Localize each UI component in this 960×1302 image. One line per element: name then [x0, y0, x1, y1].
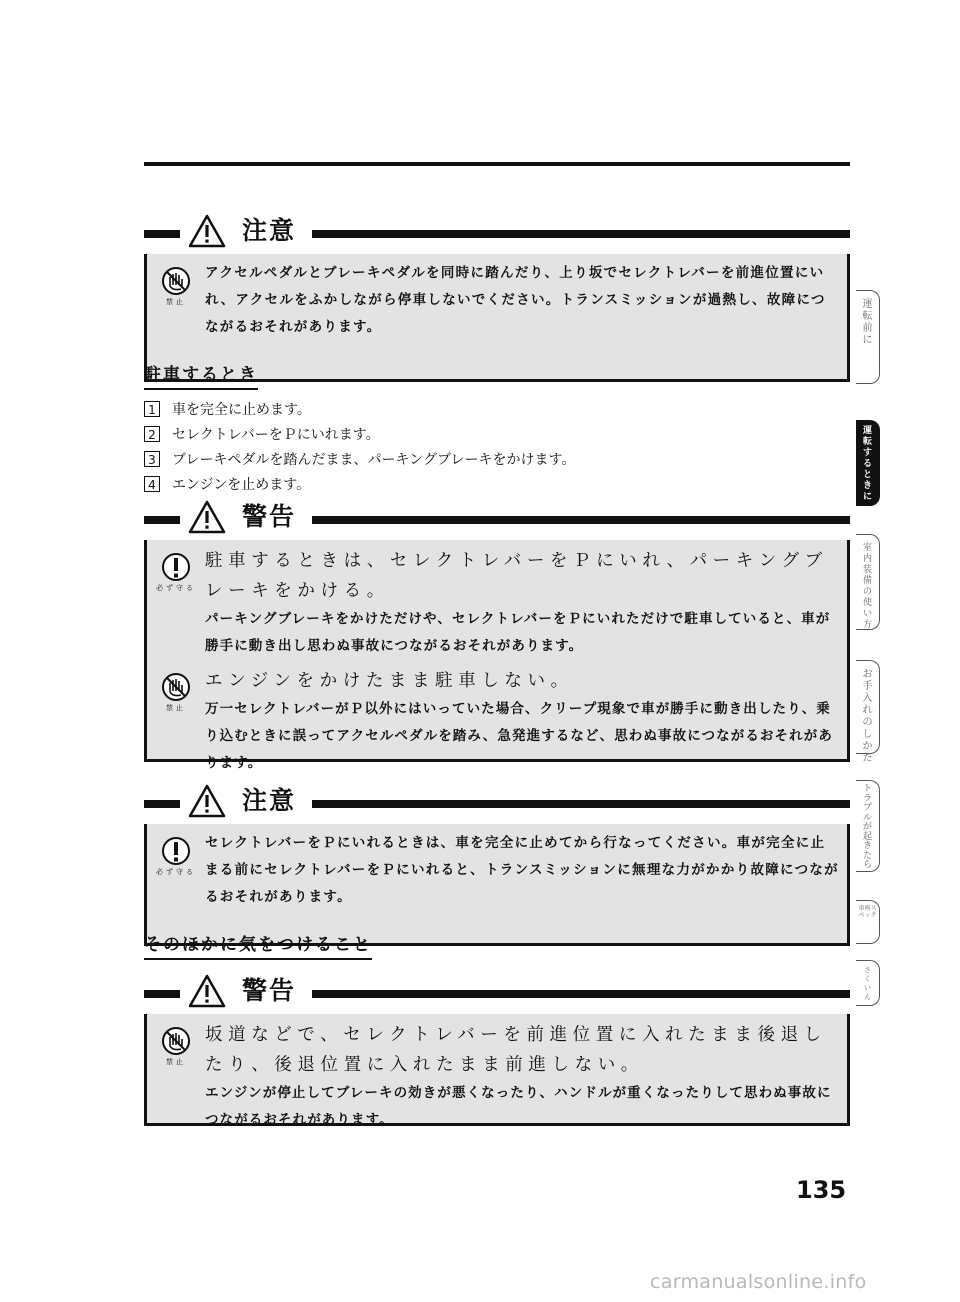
- top-rule: [144, 162, 850, 166]
- caution-header: [144, 214, 850, 254]
- icon-label: 必ず守る: [156, 584, 196, 592]
- warning-box-1: [144, 500, 850, 771]
- prohibited-hand-icon: [161, 1026, 191, 1056]
- prohibited-hand-icon: [161, 672, 191, 702]
- icon-label: 禁止: [166, 704, 186, 712]
- warning-triangle-icon: [188, 214, 226, 248]
- caution-box-2: [144, 784, 850, 946]
- tab-troubleshooting[interactable]: トラブルが起きたら: [856, 780, 880, 872]
- icon-label: 必ず守る: [156, 868, 196, 876]
- icon-label: 禁止: [166, 1058, 186, 1066]
- tab-maintenance[interactable]: お手入れのしかた: [856, 660, 880, 754]
- warning-entry: [147, 666, 839, 777]
- caution-entry: [147, 260, 839, 341]
- warning-title: 警告: [242, 502, 297, 531]
- tab-vehicle-specs[interactable]: 車両スペック: [856, 900, 880, 944]
- warning-lead: 駐車するときは、セレクトレバーをＰにいれ、パーキングブレーキをかける。: [205, 551, 828, 601]
- warning-header: [144, 974, 850, 1014]
- list-item: 2 セレクトレバーをＰにいれます。: [144, 421, 575, 446]
- warning-detail: エンジンが停止してブレーキの効きが悪くなったり、ハンドルが重くなったりして思わぬ事故につながるおそれがあります。: [205, 1085, 832, 1128]
- caution-title: 注意: [242, 216, 297, 245]
- warning-lead: 坂道などで、セレクトレバーを前進位置に入れたまま後退したり、後退位置に入れたまま前進しない。: [205, 1025, 827, 1075]
- section-heading-other: そのほかに気をつけること: [144, 930, 372, 960]
- tab-while-driving[interactable]: 運転するときに: [856, 420, 880, 506]
- icon-label: 禁止: [166, 298, 186, 306]
- warning-detail: 万一セレクトレバーがＰ以外にはいっていた場合、クリープ現象で車が勝手に動き出したり、乗り込むときに誤ってアクセルペダルを踏み、急発進するなど、思わぬ事故につながるおそれがあります。: [205, 701, 833, 771]
- caution-entry: [147, 830, 839, 911]
- list-item: 4 エンジンを止めます。: [144, 471, 575, 496]
- tab-before-driving[interactable]: 運転前に: [856, 290, 880, 384]
- caution-text: アクセルペダルとブレーキペダルを同時に踏んだり、上り坂でセレクトレバーを前進位置にいれ、アクセルをふかしながら停車しないでください。トランスミッションが過熱し、故障につながるおそれがあります。: [205, 265, 826, 335]
- caution-body: [144, 824, 850, 946]
- caution-header: [144, 784, 850, 824]
- caution-text: セレクトレバーをＰにいれるときは、車を完全に止めてから行なってください。車が完全に止まる前にセレクトレバーをＰにいれると、トランスミッションに無理な力がかかり故障につながるおそれがあります。: [205, 835, 839, 905]
- warning-entry: [147, 1020, 839, 1134]
- warning-title: 警告: [242, 976, 297, 1005]
- section-heading-parking: 駐車するとき: [144, 360, 258, 390]
- warning-box-2: [144, 974, 850, 1126]
- list-item: 3 ブレーキペダルを踏んだまま、パーキングブレーキをかけます。: [144, 446, 575, 471]
- tab-interior-equipment[interactable]: 室内装備の使い方: [856, 534, 880, 630]
- warning-body: [144, 1014, 850, 1126]
- watermark: carmanualsonline.info: [650, 1271, 867, 1293]
- parking-steps: [144, 396, 575, 496]
- caution-box-1: [144, 214, 850, 382]
- warning-lead: エンジンをかけたまま駐車しない。: [205, 671, 574, 691]
- warning-body: [144, 540, 850, 771]
- prohibited-hand-icon: [161, 266, 191, 296]
- page-number: 135: [796, 1176, 847, 1204]
- tab-index[interactable]: さくいん: [856, 960, 880, 1006]
- warning-detail: パーキングブレーキをかけただけや、セレクトレバーをＰにいれただけで駐車していると、車が勝手に動き出し思わぬ事故につながるおそれがあります。: [205, 611, 831, 654]
- warning-header: [144, 500, 850, 540]
- warning-triangle-icon: [188, 784, 226, 818]
- mandatory-exclamation-icon: [161, 836, 191, 866]
- caution-title: 注意: [242, 786, 297, 815]
- warning-triangle-icon: [188, 974, 226, 1008]
- warning-triangle-icon: [188, 500, 226, 534]
- warning-entry: [147, 546, 839, 660]
- list-item: 1 車を完全に止めます。: [144, 396, 575, 421]
- mandatory-exclamation-icon: [161, 552, 191, 582]
